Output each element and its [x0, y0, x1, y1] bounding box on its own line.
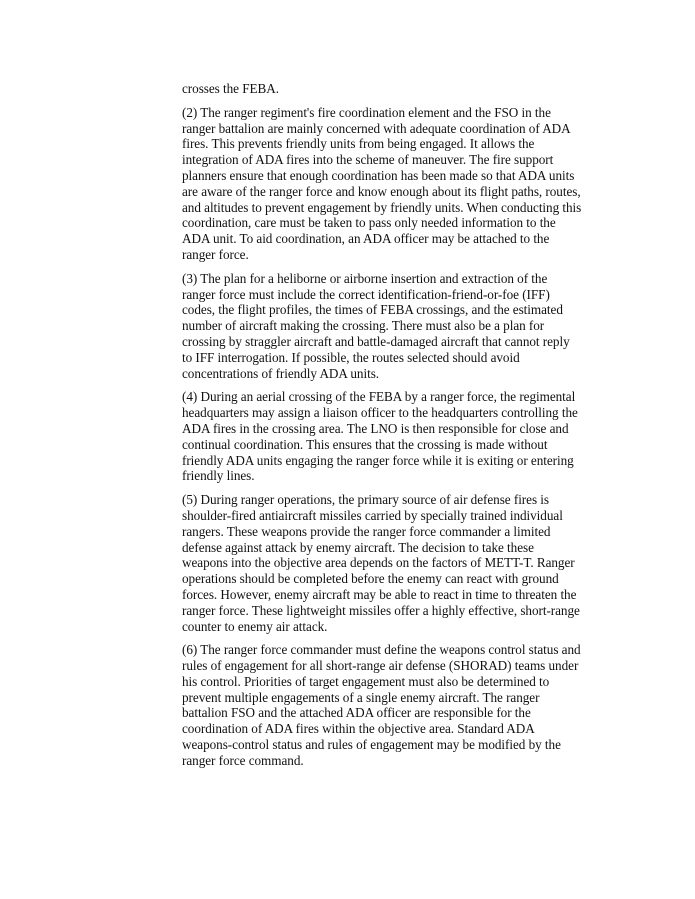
paragraph-6-weapons-control: (6) The ranger force commander must define the weapons control status and rules of engagement for all short-range air defense (SHORAD) teams under his control. Priorities of target engagement must also be determined to prevent multiple engagements of a single enemy aircraft. The ranger battalion FSO and the attached ADA officer are responsible for the coordination of ADA fires within the objective area. Standard ADA weapons-control status and rules of engagement may be modified by the ranger force command. [182, 642, 581, 768]
document-page [182, 81, 582, 777]
paragraph-continuation: crosses the FEBA. [182, 81, 279, 96]
paragraph-3-insertion-plan: (3) The plan for a heliborne or airborne insertion and extraction of the ranger force must include the correct identification-friend-or-foe (IFF) codes, the flight profiles, the times of FEBA crossings, and the estimated number of aircraft making the crossing. There must also be a plan for crossing by straggler aircraft and battle-damaged aircraft that cannot reply to IFF interrogation. If possible, the routes selected should avoid concentrations of friendly ADA units. [182, 270, 570, 381]
paragraph-5-ranger-operations: (5) During ranger operations, the primary source of air defense fires is shoulder-fired antiaircraft missiles carried by specially trained individual rangers. These weapons provide the ranger force commander a limited defense against attack by enemy aircraft. The decision to take these weapons into the objective area depends on the factors of METT-T. Ranger operations should be completed before the enemy can react with ground forces. However, enemy aircraft may be able to react in time to threaten the ranger force. These lightweight missiles offer a highly effective, short-range counter to enemy air attack. [182, 492, 580, 634]
paragraph-4-aerial-crossing: (4) During an aerial crossing of the FEBA by a ranger force, the regimental headquarters may assign a liaison officer to the headquarters controlling the ADA fires in the crossing area. The LNO is then responsible for close and continual coordination. This ensures that the crossing is made without friendly ADA units engaging the ranger force while it is exiting or entering friendly lines. [182, 389, 578, 484]
paragraph-2-fire-coordination: (2) The ranger regiment's fire coordination element and the FSO in the ranger battalion are mainly concerned with adequate coordination of ADA fires. This prevents friendly units from being engaged. It allows the integration of ADA fires into the scheme of maneuver. The fire support planners ensure that enough coordination has been made so that ADA units are aware of the ranger force and know enough about its flight paths, routes, and altitudes to prevent engagement by friendly units. When conducting this coordination, care must be taken to pass only needed information to the ADA unit. To aid coordination, an ADA officer may be attached to the ranger force. [182, 104, 582, 262]
